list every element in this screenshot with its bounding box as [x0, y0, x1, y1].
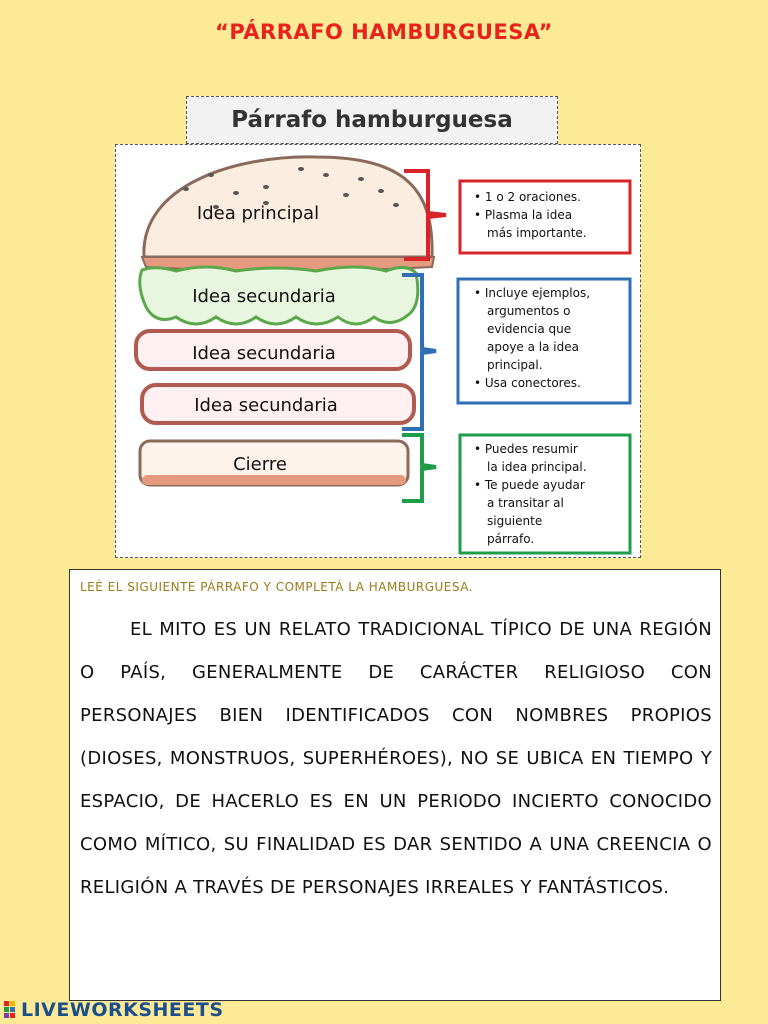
page-title: “PÁRRAFO HAMBURGUESA” [215, 20, 553, 44]
note-principal-line-3: más importante. [487, 226, 587, 240]
logo-text: LIVEWORKSHEETS [21, 999, 224, 1021]
instruction-text: LEÉ EL SIGUIENTE PÁRRAFO Y COMPLETÁ LA HAMBURGUESA. [80, 580, 474, 594]
reading-box [69, 569, 721, 1001]
layer-label-cierre: Cierre [233, 454, 287, 475]
logo-icon [4, 1001, 18, 1019]
diagram-title: Párrafo hamburguesa [186, 96, 558, 144]
note-secundaria-line-6: • Usa conectores. [474, 376, 581, 390]
note-cierre-line-1: • Puedes resumir [474, 442, 578, 456]
note-secundaria-line-5: principal. [487, 358, 543, 372]
layer-label-secundaria-2: Idea secundaria [192, 343, 336, 364]
layer-label-secundaria-3: Idea secundaria [194, 395, 338, 416]
layer-label-principal: Idea principal [196, 203, 320, 224]
myth-paragraph: EL MITO ES UN RELATO TRADICIONAL TÍPICO DE UNA REGIÓN O PAÍS, GENERALMENTE DE CARÁCTER RELIGIOSO CON PERSONAJES BIEN IDENTIFICADOS CON NOMBRES PROPIOS (DIOSES, MONSTRUOS, SUPERHÉROES), NO SE UBICA EN TIEMPO Y ESPACIO, DE HACERLO ES EN UN PERIODO INCIERTO CONOCIDO COMO MÍTICO, SU FINALIDAD ES DAR SENTIDO A UNA CREENCIA O RELIGIÓN A TRAVÉS DE PERSONAJES IRREALES Y FANTÁSTICOS. [80, 619, 712, 898]
layer-label-secundaria-1: Idea secundaria [192, 286, 336, 307]
note-principal-line-1: • 1 o 2 oraciones. [474, 190, 581, 204]
note-cierre-line-2: la idea principal. [487, 460, 587, 474]
note-cierre-line-3: • Te puede ayudar [474, 478, 585, 492]
note-cierre-line-4: a transitar al [487, 496, 564, 510]
burger-illustration [116, 145, 642, 559]
note-cierre-line-5: siguiente [487, 514, 543, 528]
liveworksheets-logo [4, 998, 224, 1022]
note-secundaria-line-3: evidencia que [487, 322, 572, 336]
note-cierre-line-6: párrafo. [487, 532, 535, 546]
note-secundaria-line-2: argumentos o [487, 304, 571, 318]
note-principal-line-2: • Plasma la idea [474, 208, 573, 222]
note-secundaria-line-4: apoye a la idea [487, 340, 579, 354]
burger-diagram [115, 144, 641, 558]
note-secundaria-line-1: • Incluye ejemplos, [474, 286, 591, 300]
